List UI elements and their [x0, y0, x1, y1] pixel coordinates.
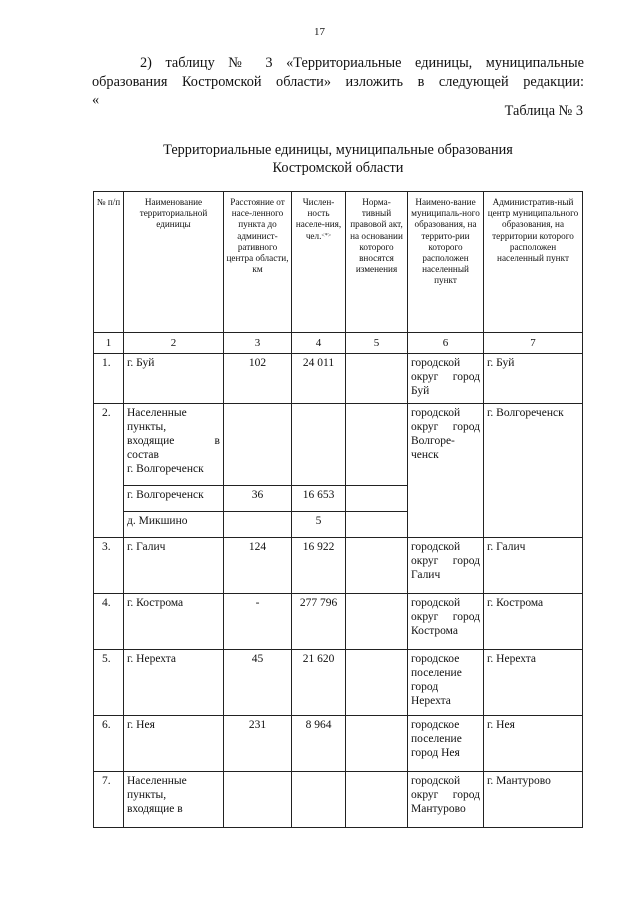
population-value: 16 922	[292, 538, 346, 594]
distance-value	[224, 404, 292, 486]
admin-center: г. Мантурово	[484, 772, 583, 828]
municipality-name	[408, 716, 484, 772]
municipality-name	[408, 650, 484, 716]
opening-quote: «	[92, 92, 100, 108]
legal-act-value	[346, 512, 408, 538]
municipality-line: город Нея	[411, 747, 460, 759]
column-number: 6	[408, 333, 484, 354]
table-row	[94, 404, 583, 486]
table-row	[94, 538, 583, 594]
unit-name	[124, 404, 224, 486]
municipality-line: округ город	[411, 611, 480, 623]
legal-act-value	[346, 486, 408, 512]
table-row	[94, 354, 583, 404]
unit-name-line: г. Волгореченск	[127, 463, 204, 475]
legal-act-value	[346, 404, 408, 486]
population-value: 277 796	[292, 594, 346, 650]
legal-act-value	[346, 650, 408, 716]
row-number: 5.	[94, 650, 124, 716]
municipality-line: Волгоре-	[411, 435, 455, 447]
admin-center: г. Нея	[484, 716, 583, 772]
header-territorial-unit: Наименование территориальной единицы	[124, 192, 224, 333]
row-number: 4.	[94, 594, 124, 650]
distance-value: 45	[224, 650, 292, 716]
column-number: 7	[484, 333, 583, 354]
distance-value: -	[224, 594, 292, 650]
unit-name: г. Кострома	[124, 594, 224, 650]
table-row	[94, 650, 583, 716]
distance-value	[224, 772, 292, 828]
table-title-line-2: Костромской области	[272, 160, 404, 176]
legal-act-value	[346, 354, 408, 404]
header-municipality: Наимено-вание муниципаль-ного образования, на террито-рии которого расположен населенный пункт	[408, 192, 484, 333]
municipality-line: Мантурово	[411, 803, 466, 815]
unit-name-line: Населенные	[127, 775, 187, 787]
unit-name-line: пункты,	[127, 789, 167, 801]
admin-center: г. Буй	[484, 354, 583, 404]
population-value	[292, 404, 346, 486]
legal-act-value	[346, 594, 408, 650]
header-population-footnote: <*>	[321, 232, 332, 239]
column-number: 5	[346, 333, 408, 354]
municipality-line: городской	[411, 407, 461, 419]
legal-act-value	[346, 538, 408, 594]
legal-act-value	[346, 716, 408, 772]
municipality-line: округ город	[411, 789, 480, 801]
municipality-line: округ город	[411, 421, 480, 433]
distance-value: 124	[224, 538, 292, 594]
unit-name-line: пункты,	[127, 421, 167, 433]
table-row	[94, 772, 583, 828]
territorial-units-table	[93, 191, 583, 828]
municipality-line: ченск	[411, 449, 439, 461]
population-value: 21 620	[292, 650, 346, 716]
unit-name-line: входящие в	[127, 803, 183, 815]
table-header-row	[94, 192, 583, 333]
municipality-line: городской	[411, 357, 461, 369]
municipality-name	[408, 594, 484, 650]
municipality-line: городское	[411, 719, 460, 731]
municipality-line: поселение	[411, 733, 462, 745]
municipality-line: округ город	[411, 555, 480, 567]
population-value: 24 011	[292, 354, 346, 404]
population-value: 5	[292, 512, 346, 538]
column-number: 1	[94, 333, 124, 354]
population-value: 8 964	[292, 716, 346, 772]
distance-value	[224, 512, 292, 538]
table-row	[94, 594, 583, 650]
distance-value: 102	[224, 354, 292, 404]
municipality-name	[408, 404, 484, 538]
intro-line-1: 2) таблицу № 3 «Территориальные единицы, муниципальные	[140, 55, 584, 71]
municipality-line: поселение	[411, 667, 462, 679]
municipality-name	[408, 538, 484, 594]
unit-name	[124, 772, 224, 828]
row-number: 3.	[94, 538, 124, 594]
row-number: 7.	[94, 772, 124, 828]
legal-act-value	[346, 772, 408, 828]
distance-value: 36	[224, 486, 292, 512]
municipality-line: городское	[411, 653, 460, 665]
column-number: 3	[224, 333, 292, 354]
table-title-line-1: Территориальные единицы, муниципальные образования	[163, 142, 513, 158]
table-title	[92, 141, 584, 177]
admin-center: г. Галич	[484, 538, 583, 594]
municipality-name	[408, 354, 484, 404]
column-number: 4	[292, 333, 346, 354]
column-number: 2	[124, 333, 224, 354]
header-admin-center: Административ-ный центр муниципального образования, на территории которого расположен населенный пункт	[484, 192, 583, 333]
municipality-line: городской	[411, 597, 461, 609]
unit-name: г. Буй	[124, 354, 224, 404]
unit-name: д. Микшино	[124, 512, 224, 538]
municipality-line: городской	[411, 775, 461, 787]
row-number: 1.	[94, 354, 124, 404]
admin-center: г. Кострома	[484, 594, 583, 650]
table-label: Таблица № 3	[504, 103, 583, 119]
header-distance: Расстояние от насе-ленного пункта до админист-ративного центра области, км	[224, 192, 292, 333]
population-value: 16 653	[292, 486, 346, 512]
population-value	[292, 772, 346, 828]
municipality-line: Буй	[411, 385, 430, 397]
unit-name-line: состав	[127, 449, 159, 461]
unit-name-line: Населенные	[127, 407, 187, 419]
row-number: 2.	[94, 404, 124, 538]
header-population-text: Числен-ность населе-ния, чел.	[295, 197, 342, 241]
municipality-name	[408, 772, 484, 828]
unit-name: г. Волгореченск	[124, 486, 224, 512]
column-number-row	[94, 333, 583, 354]
distance-value: 231	[224, 716, 292, 772]
intro-line-2: образования Костромской области» изложить в следующей редакции:	[92, 74, 584, 90]
unit-name: г. Галич	[124, 538, 224, 594]
row-number: 6.	[94, 716, 124, 772]
unit-name-line-text: входящие в	[127, 435, 220, 447]
header-number: № п/п	[94, 192, 124, 333]
municipality-line: округ город	[411, 371, 480, 383]
header-legal-act: Норма-тивный правовой акт, на основании которого вносятся изменения	[346, 192, 408, 333]
table-row	[94, 716, 583, 772]
municipality-line: Галич	[411, 569, 441, 581]
header-population	[292, 192, 346, 333]
unit-name: г. Нерехта	[124, 650, 224, 716]
page-number: 17	[314, 26, 325, 38]
admin-center: г. Нерехта	[484, 650, 583, 716]
unit-name: г. Нея	[124, 716, 224, 772]
municipality-line: город	[411, 681, 439, 693]
admin-center: г. Волгореченск	[484, 404, 583, 538]
unit-name-line	[127, 434, 220, 448]
municipality-line: городской	[411, 541, 461, 553]
municipality-line: Нерехта	[411, 695, 451, 707]
municipality-line: Кострома	[411, 625, 458, 637]
